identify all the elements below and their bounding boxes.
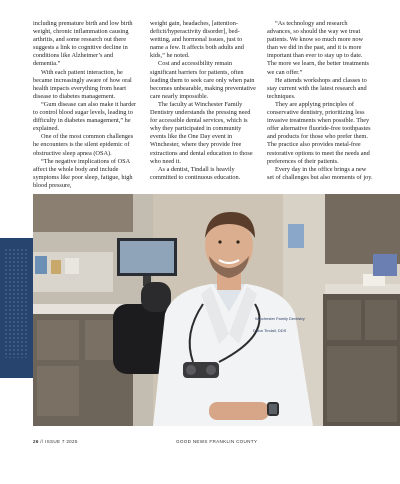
dentist-portrait-illustration (33, 194, 400, 426)
article-paragraph: Cost and accessibility remain significant barriers for patients, often leading them to seek care only when pain becomes unbearable, making preventative care nearly impossible. (150, 60, 256, 100)
dot-pattern (4, 248, 29, 358)
article-column-2 (150, 20, 256, 190)
article-paragraph: weight gain, headaches, [attention-deficit/hyperactivity disorder], bed-wetting, and hormonal issues, just to name a few. It affects both adults and kids,” he noted. (150, 20, 244, 60)
article-paragraph: “As technology and research advances, so should the way we treat patients. We know so much more now than we did in the past, and it is more important than ever to stay up to date. The more we learn, the better treatments we can offer.” (267, 20, 369, 76)
article-paragraph: “Gum disease can also make it harder to control blood sugar levels, leading to difficulty in diabetes management,” he explained. (33, 100, 137, 133)
article-paragraph: Every day in the office brings a new set of challenges but also moments of joy. (267, 165, 373, 181)
article-body (33, 20, 373, 190)
decorative-side-bar (0, 238, 33, 378)
article-column-3 (267, 20, 373, 190)
article-paragraph: The faculty at Winchester Family Dentistry understands the pressing need for accessible dental services, which is why they participated in community events like the One Day event in Winchester, where they provide free extractions and dental education to those who need it. (150, 100, 253, 165)
page-number-issue (33, 439, 78, 444)
article-paragraph: “The negative implications of OSA affect the whole body and include symptoms like poor sleep, fatigue, high blood pressure, (33, 157, 133, 189)
page-number: 26 (33, 439, 39, 444)
coat-embroidery-practice: Winchester Family Dentistry (255, 316, 305, 321)
article-paragraph: With each patient interaction, he became increasingly aware of how oral health impacts everything from heart disease to diabetes management. (33, 68, 132, 100)
coat-embroidery-name: Dillon Tindall, DDS (253, 328, 287, 333)
article-paragraph: including premature birth and low birth weight, chronic inflammation causing arthritis, and some research out there suggests a link to cognitive decline in conditions like Alzheimer’s and dementia.” (33, 20, 133, 68)
portrait-photo (33, 194, 400, 426)
article-paragraph: They are applying principles of conservative dentistry, prioritizing less invasive treatments when possible. They offer alternative fluoride-free toothpastes and products for those who prefer them. The practice also provides metal-free restorative options to meet the needs and preferences of their patients. (267, 100, 371, 165)
issue-label: // ISSUE 7 2025 (38, 439, 78, 444)
article-paragraph: He attends workshops and classes to stay current with the latest research and techniques. (267, 76, 367, 100)
article-column-1 (33, 20, 139, 190)
article-paragraph: One of the most common challenges he encounters is the silent epidemic of obstructive sleep apnea (OSA). (33, 133, 134, 157)
article-paragraph: As a dentist, Tindall is heavily committed to continuous education. (150, 165, 241, 181)
publication-name: GOOD NEWS FRANKLIN COUNTY (176, 439, 258, 444)
